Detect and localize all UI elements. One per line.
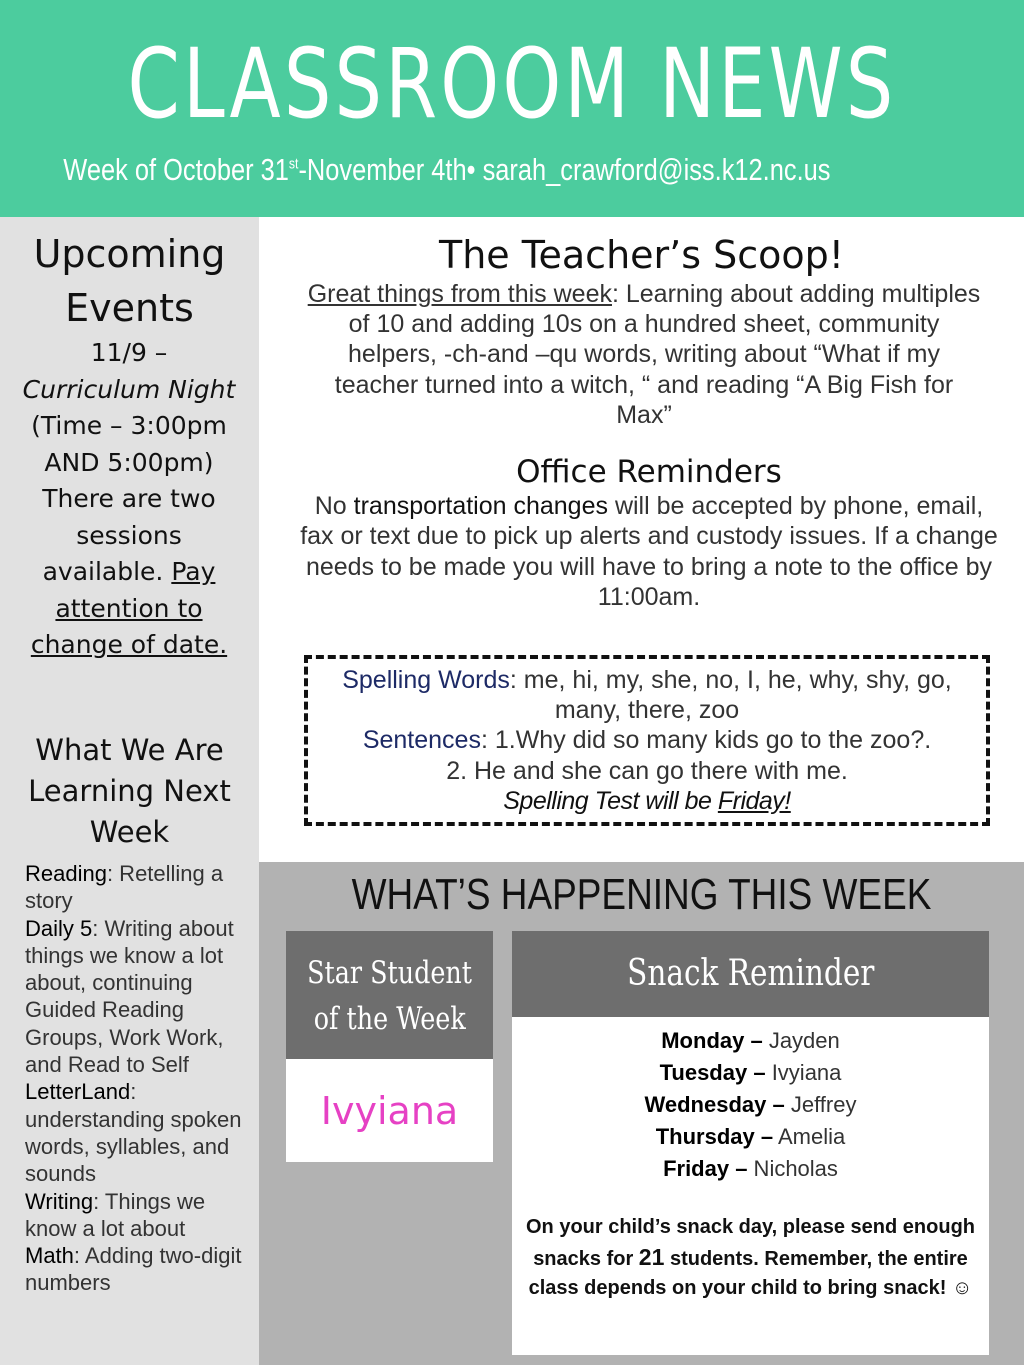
snack-reminder-card bbox=[512, 931, 989, 1355]
sentences-label: Sentences bbox=[362, 726, 481, 755]
star-student-card bbox=[286, 931, 493, 1162]
this-week-section bbox=[259, 862, 1024, 1365]
learning-list bbox=[25, 860, 245, 1297]
upcoming-events-heading: Upcoming Events bbox=[33, 232, 226, 330]
office-reminders-heading: Office Reminders bbox=[516, 454, 782, 490]
list-item: Daily 5: Writing about things we know a lot about, continuing Guided Reading Groups, Work Work, and Read to Self bbox=[25, 915, 234, 1078]
newsletter-title: CLASSROOM NEWS bbox=[127, 28, 897, 140]
upcoming-events-text: 11/9 – Curriculum Night (Time – 3:00pm AND 5:00pm) There are two sessions available. Pay attention to change of date. bbox=[22, 338, 236, 659]
snack-note: On your child’s snack day, please send enough snacks for 21 students. Remember, the entire class depends on your child to bring snack! ☺ bbox=[525, 1216, 975, 1299]
event-name: Curriculum Night bbox=[22, 374, 236, 404]
event-date: 11/9 – bbox=[90, 338, 168, 367]
list-item: Math: Adding two-digit numbers bbox=[25, 1243, 242, 1296]
list-item: Writing: Things we know a lot about bbox=[25, 1188, 206, 1241]
event-time: 3:00pm AND 5:00pm bbox=[44, 411, 227, 477]
sentence-1: : 1.Why did so many kids go to the zoo?. bbox=[480, 726, 932, 755]
newsletter-subtitle bbox=[0, 152, 894, 188]
snack-schedule bbox=[512, 1017, 989, 1185]
scoop-text: Great things from this week: Learning about adding multiples of 10 and adding 10s on a hundred sheet, community helpers, -ch-and –qu words, writing about “What if my teacher turned into a witch, “ and reading “A Big Fish for Max” bbox=[307, 280, 981, 429]
main-content bbox=[259, 217, 1024, 862]
star-student-name: Ivyiana bbox=[320, 1089, 459, 1133]
this-week-heading: WHAT’S HAPPENING THIS WEEK bbox=[351, 870, 932, 919]
list-item: Thursday – Amelia bbox=[655, 1124, 846, 1149]
list-item: Tuesday – Ivyiana bbox=[659, 1060, 842, 1085]
scoop-heading: The Teacher’s Scoop! bbox=[439, 233, 844, 277]
list-item: Monday – Jayden bbox=[661, 1028, 840, 1053]
list-item: Reading: Retelling a story bbox=[25, 861, 224, 914]
sidebar bbox=[0, 217, 259, 1365]
office-reminders-text: No transportation changes will be accepted by phone, email, fax or text due to pick up alerts and custody issues. If a change needs to be made you will have to bring a note to the office by 11:00am. bbox=[300, 492, 998, 612]
event-note: There are two sessions available. bbox=[42, 484, 216, 586]
header-banner bbox=[0, 0, 1024, 217]
teacher-email-link[interactable]: sarah_crawford@iss.k12.nc.us bbox=[482, 152, 831, 187]
spelling-test-note: Spelling Test will be Friday! bbox=[503, 786, 791, 815]
spelling-words-label: Spelling Words bbox=[342, 666, 510, 694]
spelling-words: : me, hi, my, she, no, I, he, why, shy, go, many, there, zoo bbox=[509, 666, 952, 725]
sentence-2: 2. He and she can go there with me. bbox=[446, 756, 848, 785]
week-range: Week of October 31st-November 4th• bbox=[63, 152, 476, 187]
spelling-box bbox=[304, 655, 990, 826]
event-attention: Pay attention to change of date. bbox=[30, 557, 228, 659]
list-item: Friday – Nicholas bbox=[663, 1156, 838, 1181]
star-student-heading: Star Student of the Week bbox=[286, 931, 493, 1059]
list-item: LetterLand: understanding spoken words, syllables, and sounds bbox=[25, 1079, 242, 1187]
snack-reminder-heading: Snack Reminder bbox=[512, 931, 989, 1017]
list-item: Wednesday – Jeffrey bbox=[644, 1092, 857, 1117]
learning-heading: What We Are Learning Next Week bbox=[28, 733, 231, 849]
spelling-text bbox=[313, 665, 981, 816]
